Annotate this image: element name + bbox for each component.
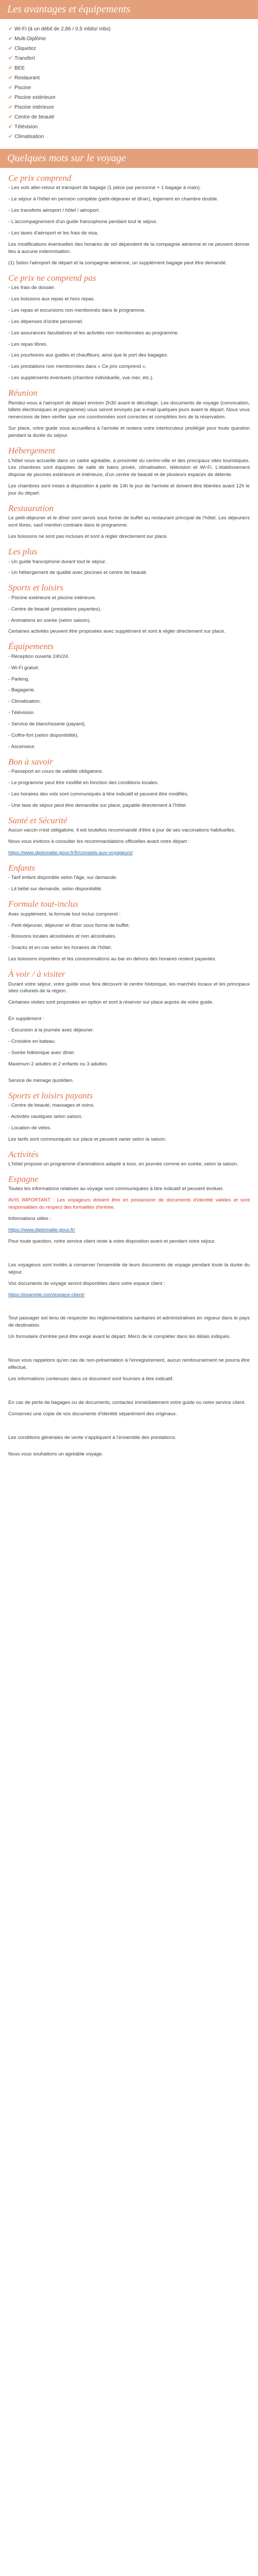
info-paragraph: - Croisière en bateau. <box>8 1039 56 1045</box>
info-paragraph: - Coffre-fort (selon disponibilité). <box>8 733 79 739</box>
info-paragraph: - Les pourboires aux guides et chauffeurs, ainsi que le port des bagages. <box>8 352 168 359</box>
section-heading: Ce prix ne comprend pas <box>8 273 96 283</box>
check-icon: ✔ <box>8 26 13 32</box>
info-paragraph: Les informations contenues dans ce document sont fournies à titre indicatif. <box>8 1376 174 1382</box>
check-icon: ✔ <box>8 95 13 100</box>
feature-label: Piscine extérieure <box>14 95 56 100</box>
included-title: Les avantages et équipements <box>0 0 258 19</box>
info-paragraph: - Bagagerie. <box>8 687 36 693</box>
check-icon: ✔ <box>8 36 13 42</box>
info-paragraph: - Les repas libres. <box>8 341 48 347</box>
info-paragraph: - Les prestations non mentionnées dans « Ce prix comprend ». <box>8 364 147 370</box>
feature-label: Piscine <box>14 85 31 91</box>
section-heading: Santé et Sécurité <box>8 815 68 825</box>
section-heading: Hébergement <box>8 446 55 456</box>
info-paragraph: Les tarifs sont communiqués sur place et peuvent varier selon la saison. <box>8 1136 167 1142</box>
check-icon: ✔ <box>8 46 13 52</box>
info-title: Quelques mots sur le voyage <box>0 149 258 168</box>
feature-item <box>8 63 258 73</box>
info-paragraph: Sur place, votre guide vous accueillera à l'arrivée et restera votre interlocuteur privilégié pour toute question pendant la durée du séjour. <box>8 426 250 439</box>
info-paragraph <box>8 1072 250 1073</box>
check-icon: ✔ <box>8 75 13 81</box>
info-paragraph: Informations utiles : <box>8 1216 52 1222</box>
info-paragraph: Certaines visites sont proposées en option et sont à réserver sur place auprès de votre guide. <box>8 999 214 1006</box>
section-heading: Restauration <box>8 503 54 514</box>
section-spacer <box>8 1249 250 1262</box>
info-paragraph: - Réception ouverte 24h/24. <box>8 653 70 659</box>
feature-label: Wi-Fi (à un débit de 2,86 / 0,5 mbits/ mbs) <box>14 26 111 32</box>
check-icon: ✔ <box>8 56 13 61</box>
info-paragraph: - Centre de beauté (prestations payantes). <box>8 606 102 612</box>
section-heading: Formule tout-inclus <box>8 899 78 909</box>
section-heading: Réunion <box>8 388 38 398</box>
info-paragraph: L'hôtel vous accueille dans un cadre agréable, à proximité du centre-ville et des principaux sites touristiques. Les chambres sont équipées de salle de bains privée, climatisation, télévision et Wi-Fi. L'établissement dispose de piscines extérieure et intérieure, d'un centre de beauté et de plusieurs espaces de détente. <box>8 457 250 478</box>
check-icon: ✔ <box>8 114 13 120</box>
info-paragraph: - Excursion à la journée avec déjeuner. <box>8 1027 94 1033</box>
info-paragraph: - Les boissons aux repas et hors repas. <box>8 296 95 302</box>
section-heading: Les plus <box>8 547 38 557</box>
info-paragraph: - Location de vélos. <box>8 1125 52 1131</box>
info-paragraph: - Snacks et en-cas selon les horaires de l'hôtel. <box>8 945 112 951</box>
info-paragraph: Durant votre séjour, votre guide vous fera découvrir le centre historique, les marchés locaux et les principaux sites culturels de la région. <box>8 981 250 994</box>
info-paragraph: - Animations en soirée (selon saison). <box>8 617 91 623</box>
info-paragraph: - Les taxes d'aéroport et les frais de visa. <box>8 230 99 236</box>
feature-label: Climatisation <box>14 134 44 140</box>
feature-label: Centre de beauté <box>14 114 55 120</box>
info-paragraph: Tout passager est tenu de respecter les réglementations sanitaires et administratives en vigueur dans le pays de destination. <box>8 1315 250 1329</box>
info-paragraph <box>8 1010 250 1011</box>
features-list <box>0 19 258 145</box>
section-heading: Activités <box>8 1149 39 1159</box>
feature-label: BEE <box>14 65 25 71</box>
info-paragraph: - Les transferts aéroport / hôtel / aéroport. <box>8 208 100 214</box>
feature-label: Restaurant <box>14 75 40 81</box>
info-paragraph: - Wi-Fi gratuit. <box>8 665 40 671</box>
info-paragraph <box>8 1446 250 1447</box>
info-paragraph: - Parking. <box>8 676 30 682</box>
section-spacer <box>8 1345 250 1357</box>
info-paragraph: - Climatisation. <box>8 699 41 705</box>
info-paragraph: - Ascenseur. <box>8 744 36 750</box>
info-paragraph: Nous vous invitons à consulter les recommandations officielles avant votre départ : <box>8 839 190 845</box>
info-paragraph: Les boissons importées et les consommations au bar en dehors des horaires restent payantes. <box>8 956 217 962</box>
info-paragraph: Nous vous rappelons qu'en cas de non-présentation à l'enregistrement, aucun remboursement ne pourra être effectué. <box>8 1358 250 1371</box>
info-paragraph: - Soirée folklorique avec dîner. <box>8 1049 75 1056</box>
section-spacer <box>8 1387 250 1399</box>
info-paragraph: Avec supplément, la formule tout inclus comprend : <box>8 911 121 917</box>
info-paragraph: Pour toute question, notre service client reste à votre disposition avant et pendant votre séjour. <box>8 1238 216 1244</box>
check-icon: ✔ <box>8 85 13 91</box>
feature-item <box>8 103 258 112</box>
info-paragraph: - Passeport en cours de validité obligatoire. <box>8 769 103 775</box>
section-heading: À voir / à visiter <box>8 969 66 979</box>
section-spacer <box>8 1422 250 1434</box>
info-paragraph: - Télévision. <box>8 710 35 716</box>
info-paragraph: - Les vols aller-retour et transport de bagage (1 pièce par personne + 1 bagage à main). <box>8 185 201 191</box>
info-paragraph: L'hôtel propose un programme d'animations adapté à tous, en journée comme en soirée, selon la saison. <box>8 1161 238 1167</box>
feature-label: Télévision <box>14 124 38 130</box>
info-paragraph: - Une taxe de séjour peut être demandée sur place, payable directement à l'hôtel. <box>8 803 187 809</box>
check-icon: ✔ <box>8 124 13 130</box>
feature-label: Transfert <box>14 56 35 61</box>
info-paragraph: - Service de blanchisserie (payant). <box>8 721 86 727</box>
feature-item <box>8 132 258 142</box>
feature-item <box>8 24 258 34</box>
info-paragraph: - Centre de beauté, massages et soins. <box>8 1103 95 1109</box>
info-paragraph: - Les assurances facultatives et les activités non mentionnées au programme. <box>8 330 179 336</box>
feature-item <box>8 112 258 122</box>
info-paragraph: - Un guide francophone durant tout le séjour. <box>8 558 106 565</box>
feature-item <box>8 83 258 93</box>
section-heading: Espagne <box>8 1174 39 1184</box>
info-paragraph: Vos documents de voyage seront disponibles dans votre espace client : <box>8 1280 165 1286</box>
feature-item <box>8 93 258 103</box>
info-paragraph: Rendez-vous à l'aéroport de départ environ 2h30 avant le décollage. Les documents de voyage (convocation, billets électroniques et programme) vous seront envoyés par e-mail quelques jours avant le départ. Nous vous remercions de bien vérifier que vos coordonnées sont correctes et complètes lors de la réservation. <box>8 400 250 420</box>
info-paragraph: Conservez une copie de vos documents d'identité séparément des originaux. <box>8 1411 178 1417</box>
feature-label: Piscine intérieure <box>14 105 54 110</box>
info-paragraph: Les boissons ne sont pas incluses et sont à régler directement sur place. <box>8 534 168 540</box>
section-heading: Ce prix comprend <box>8 173 72 183</box>
info-link[interactable]: https://example.com/espace-client/ <box>8 1292 85 1298</box>
info-paragraph: Toutes les informations relatives au voyage sont communiquées à titre indicatif et peuvent évoluer. <box>8 1186 224 1192</box>
info-paragraph: - Piscine extérieure et piscine intérieure. <box>8 595 96 601</box>
info-paragraph: Service de ménage quotidien. <box>8 1077 74 1083</box>
info-paragraph: - Les repas et excursions non mentionnés dans le programme. <box>8 307 146 313</box>
info-paragraph: - Boissons locales alcoolisées et non alcoolisées. <box>8 934 117 940</box>
info-paragraph: - Un hébergement de qualité avec piscines et centre de beauté. <box>8 570 148 576</box>
info-paragraph: En cas de perte de bagages ou de documents, contactez immédiatement votre guide ou notre service client. <box>8 1399 246 1405</box>
info-paragraph: Un formulaire d'entrée peut être exigé avant le départ. Merci de le compléter dans les délais indiqués. <box>8 1334 231 1340</box>
section-heading: Sports et loisirs payants <box>8 1090 93 1100</box>
info-paragraph: Les chambres sont mises à disposition à partir de 14h le jour de l'arrivée et doivent être libérées avant 12h le jour du départ. <box>8 483 250 497</box>
info-paragraph: - Les frais de dossier. <box>8 285 56 291</box>
info-paragraph: - Les dépenses d'ordre personnel. <box>8 318 84 325</box>
info-paragraph: Les conditions générales de vente s'appliquent à l'ensemble des prestations. <box>8 1434 176 1440</box>
feature-item <box>8 44 258 54</box>
info-link[interactable]: https://www.diplomatie.gouv.fr/ <box>8 1227 75 1233</box>
info-link[interactable]: https://www.diplomatie.gouv.fr/fr/conseils-aux-voyageurs/ <box>8 850 133 856</box>
info-paragraph: Maximum 2 adultes et 2 enfants ou 3 adultes. <box>8 1061 108 1067</box>
info-paragraph: - Les horaires des vols sont communiqués à titre indicatif et peuvent être modifiés. <box>8 791 189 798</box>
info-paragraph: - Le programme peut être modifié en fonction des conditions locales. <box>8 780 159 786</box>
info-paragraph: - Le séjour à l'hôtel en pension complète (petit-déjeuner et dîner), logement en chambre double. <box>8 196 219 202</box>
section-heading: Bon à savoir <box>8 756 53 767</box>
info-paragraph: (1) Selon l'aéroport de départ et la compagnie aérienne, un supplément bagage peut être demandé. <box>8 260 227 266</box>
info-paragraph: Nous vous souhaitons un agréable voyage. <box>8 1451 104 1457</box>
info-paragraph: - Les suppléments éventuels (chambre individuelle, vue mer, etc.). <box>8 375 154 381</box>
info-paragraph: - Tarif enfant disponible selon l'âge, sur demande. <box>8 875 118 881</box>
feature-item <box>8 34 258 44</box>
info-paragraph: AVIS IMPORTANT : Les voyageurs doivent être en possession de documents d'identité valides et sont responsables du respect des formalités d'entrée. <box>8 1197 250 1211</box>
info-paragraph: Certaines activités peuvent être proposées avec supplément et sont à régler directement sur place. <box>8 629 225 635</box>
feature-label: Cliquetez <box>14 46 36 52</box>
section-spacer <box>8 1302 250 1315</box>
section-heading: Enfants <box>8 863 35 873</box>
info-paragraph: En supplément : <box>8 1016 44 1022</box>
check-icon: ✔ <box>8 65 13 71</box>
section-heading: Sports et loisirs <box>8 583 63 593</box>
feature-item <box>8 54 258 63</box>
feature-item <box>8 73 258 83</box>
info-paragraph: - Lit bébé sur demande, selon disponibilité. <box>8 886 103 892</box>
info-paragraph: - Activités nautiques selon saison. <box>8 1114 83 1120</box>
info-paragraph: - Petit-déjeuner, déjeuner et dîner sous forme de buffet. <box>8 922 130 928</box>
info-paragraph: Le petit-déjeuner et le dîner sont servis sous forme de buffet au restaurant principal de l'hôtel. Les déjeuners sont libres, sauf mention contraire dans le programme. <box>8 515 250 529</box>
check-icon: ✔ <box>8 105 13 110</box>
info-paragraph: Les modifications éventuelles des horaires de vol dépendent de la compagnie aérienne et ne peuvent donner lieu à aucune indemnisation. <box>8 241 250 255</box>
info-content <box>0 168 258 1478</box>
info-paragraph: Les voyageurs sont invités à conserver l'ensemble de leurs documents de voyage pendant toute la durée du séjour. <box>8 1262 250 1275</box>
section-heading: Équipements <box>8 641 54 652</box>
info-paragraph: Aucun vaccin n'est obligatoire. Il est toutefois recommandé d'être à jour de ses vaccinations habituelles. <box>8 827 236 834</box>
check-icon: ✔ <box>8 134 13 140</box>
feature-label: Multi-Diplôme <box>14 36 46 42</box>
feature-item <box>8 122 258 132</box>
info-paragraph: - L'accompagnement d'un guide francophone pendant tout le séjour. <box>8 219 158 225</box>
